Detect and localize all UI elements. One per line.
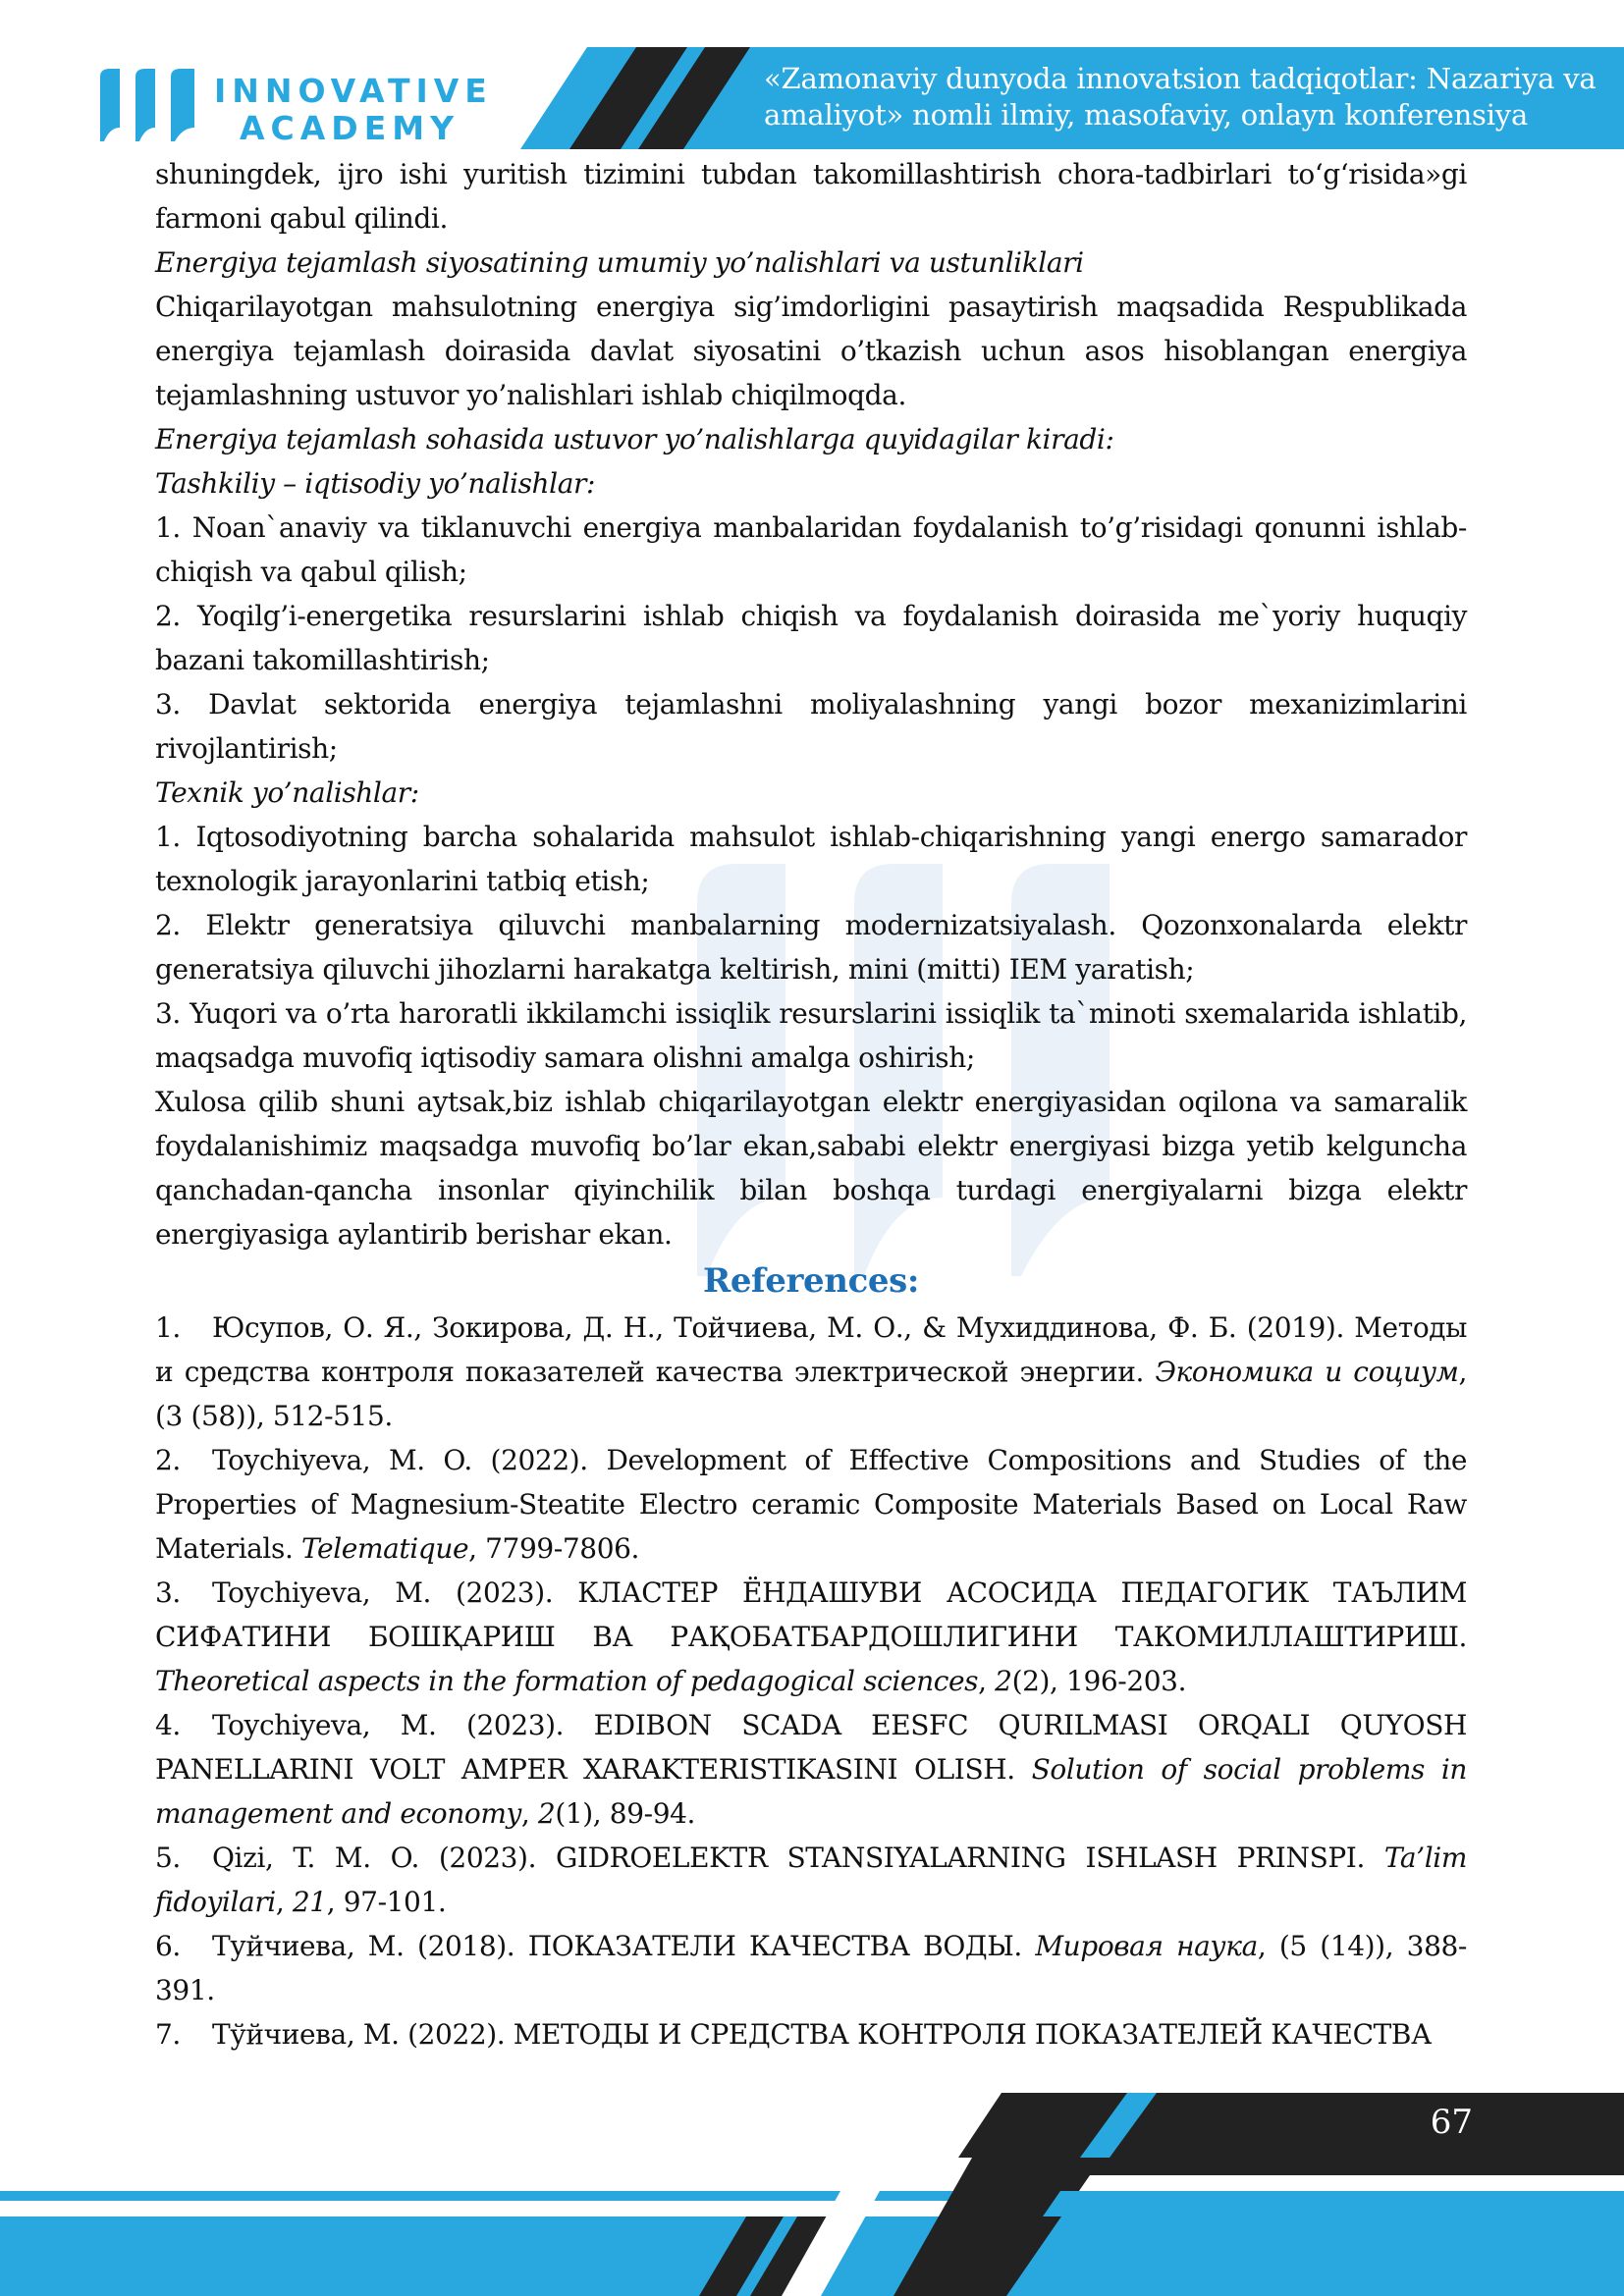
footer-banner <box>0 2081 1624 2296</box>
innovative-academy-logo-icon <box>96 67 204 145</box>
reference-details: , (3 (58)), 512-515. <box>155 1356 1467 1432</box>
reference-text: Toychiyeva, M. O. (2022). Development of Effective Compositions and Studies of the Properties of Magnesium-Steatite Electro ceramic Composite Materials Based on Local Raw Materials. <box>155 1444 1467 1565</box>
reference-item <box>155 2012 1467 2056</box>
reference-text: Toychiyeva, M. (2023). КЛАСТЕР ЁНДАШУВИ АСОСИДА ПЕДАГОГИК ТАЪЛИМ СИФАТИНИ БОШҚАРИШ ВА РАҚОБАТБАРДОШЛИГИНИ ТАКОМИЛЛАШТИРИШ. <box>155 1576 1467 1653</box>
reference-details: , 7799-7806. <box>468 1532 640 1565</box>
reference-details: , 97-101. <box>326 1886 447 1918</box>
paragraph-intro: shuningdek, ijro ishi yuritish tizimini tubdan takomillashtirish chora-tadbirlari to‘g‘risida»gi farmoni qabul qilindi. <box>155 158 1467 235</box>
reference-number: 2. <box>155 1444 181 1476</box>
subheading-organizational: Tashkiliy – iqtisodiy yo’nalishlar: <box>155 467 596 500</box>
reference-number: 6. <box>155 1930 181 1962</box>
reference-number: 5. <box>155 1842 181 1874</box>
reference-item <box>155 1924 1467 2012</box>
references-heading: References: <box>702 1261 920 1301</box>
list-item-organizational-3: 3. Davlat sektorida energiya tejamlashni moliyalashning yangi bozor mexanizimlarini rivojlantirish; <box>155 688 1467 765</box>
list-item-technical-3: 3. Yuqori va o’rta haroratli ikkilamchi issiqlik resurslarini issiqlik ta`minoti sxemalarida ishlatib, maqsadga muvofiq iqtisodiy samara olishni amalga oshirish; <box>155 997 1467 1074</box>
reference-volume: 21 <box>292 1886 327 1918</box>
paragraph-energy-policy: Chiqarilayotgan mahsulotning energiya sig’imdorligini pasaytirish maqsadida Respublikada energiya tejamlash doirasida davlat siyosatini o’tkazish uchun asos hisoblangan energiya tejamlashning ustuvor yo’nalishlari ishlab chiqilmoqda. <box>155 291 1467 411</box>
paragraph-conclusion: Xulosa qilib shuni aytsak,biz ishlab chiqarilayotgan elektr energiyasidan oqilona va samaralik foydalanishimiz maqsadga muvofiq bo’lar ekan,sababi elektr energiyasi bizga yetib kelguncha qanchadan-qancha insonlar qiyinchilik bilan boshqa turdagi energiyalarni bizga elektr energiyasiga aylantirib berishar ekan. <box>155 1086 1467 1251</box>
reference-volume: 2 <box>995 1665 1012 1697</box>
reference-text: Qizi, T. M. O. (2023). GIDROELEKTR STANSIYALARNING ISHLASH PRINSPI. <box>212 1842 1384 1874</box>
subheading-technical: Texnik yo’nalishlar: <box>155 776 419 809</box>
page-number: 67 <box>1430 2103 1473 2142</box>
reference-journal: Мировая наука <box>1035 1930 1258 1962</box>
reference-journal: Theoretical aspects in the formation of pedagogical sciences <box>155 1665 979 1697</box>
reference-journal: Telematique <box>300 1532 469 1565</box>
reference-number: 7. <box>155 2018 181 2051</box>
conference-title <box>764 61 1608 133</box>
reference-number: 3. <box>155 1576 181 1609</box>
section-heading-energy-policy: Energiya tejamlash siyosatining umumiy yo’nalishlari va ustunliklari <box>155 246 1084 279</box>
reference-journal: Экономика и социум <box>1155 1356 1459 1388</box>
reference-item <box>155 1438 1467 1571</box>
reference-text: Toychiyeva, M. (2023). EDIBON SCADA EESFC QURILMASI ORQALI QUYOSH PANELLARINI VOLT AMPER XARAKTERISTIKASINI OLISH. <box>155 1709 1467 1786</box>
reference-separator: , <box>978 1665 996 1697</box>
reference-details: , (5 (14)), 388-391. <box>155 1930 1467 2006</box>
list-item-technical-1: 1. Iqtosodiyotning barcha sohalarida mahsulot ishlab-chiqarishning yangi energo samarador texnologik jarayonlarini tatbiq etish; <box>155 821 1467 897</box>
logo-line-2: ACADEMY <box>240 109 460 147</box>
reference-separator: , <box>520 1797 538 1830</box>
conference-title-line-1: «Zamonaviy dunyoda innovatsion tadqiqotlar: Nazariya va <box>764 62 1597 95</box>
list-item-technical-2: 2. Elektr generatsiya qiluvchi manbalarning modernizatsiyalash. Qozonxonalarda elektr generatsiya qiluvchi jihozlarni harakatga keltirish, mini (mitti) IEM yaratish; <box>155 909 1467 986</box>
reference-volume: 2 <box>537 1797 556 1830</box>
academy-logo-text <box>214 73 493 147</box>
reference-number: 1. <box>155 1311 181 1344</box>
reference-item <box>155 1571 1467 1703</box>
conference-title-line-2: amaliyot» nomli ilmiy, masofaviy, onlayn konferensiya <box>764 98 1529 132</box>
reference-number: 4. <box>155 1709 181 1741</box>
list-item-organizational-2: 2. Yoqilg’i-energetika resurslarini ishlab chiqish va foydalanish doirasida me`yoriy huquqiy bazani takomillashtirish; <box>155 600 1467 676</box>
reference-text: Юсупов, О. Я., Зокирова, Д. Н., Тойчиева, М. О., & Мухиддинова, Ф. Б. (2019). Методы и средства контроля показателей качества электрической энергии. <box>155 1311 1467 1388</box>
reference-details: (2), 196-203. <box>1011 1665 1187 1697</box>
reference-text: Туйчиева, М. (2018). ПОКАЗАТЕЛИ КАЧЕСТВА ВОДЫ. <box>212 1930 1036 1962</box>
reference-text: Тўйчиева, М. (2022). МЕТОДЫ И СРЕДСТВА КОНТРОЛЯ ПОКАЗАТЕЛЕЙ КАЧЕСТВА <box>212 2018 1432 2051</box>
list-item-organizational-1: 1. Noan`anaviy va tiklanuvchi energiya manbalaridan foydalanish to’g’risidagi qonunni ishlab-chiqish va qabul qilish; <box>155 511 1467 588</box>
article-body <box>155 152 1467 2056</box>
reference-journal: Solution of social problems in management and economy <box>155 1753 1468 1830</box>
logo-line-1: INNOVATIVE <box>214 72 493 110</box>
reference-separator: , <box>275 1886 293 1918</box>
section-heading-priority-directions: Energiya tejamlash sohasida ustuvor yo’nalishlarga quyidagilar kiradi: <box>155 423 1114 455</box>
reference-item <box>155 1836 1467 1924</box>
reference-details: (1), 89-94. <box>555 1797 696 1830</box>
reference-journal: Ta’lim fidoyilari <box>155 1842 1467 1918</box>
reference-item <box>155 1703 1467 1836</box>
reference-item <box>155 1306 1467 1438</box>
